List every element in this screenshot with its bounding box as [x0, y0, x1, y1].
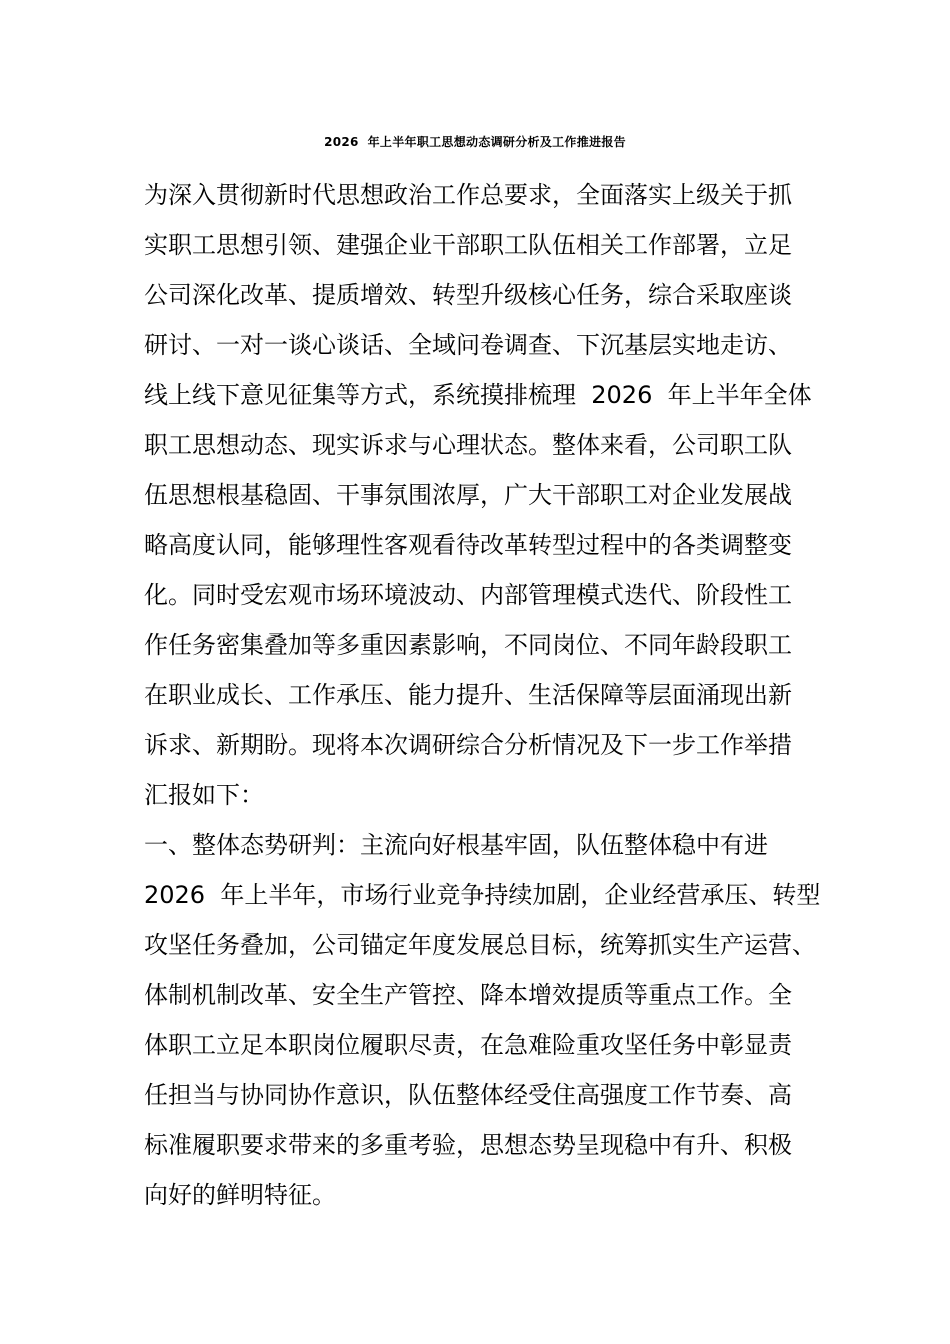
body-line: 略高度认同，能够理性客观看待改革转型过程中的各类调整变	[144, 531, 792, 559]
body-line: 职工思想动态、现实诉求与心理状态。整体来看，公司职工队	[144, 431, 792, 459]
body-line: 作任务密集叠加等多重因素影响，不同岗位、不同年龄段职工	[144, 631, 792, 659]
body-line: 诉求、新期盼。现将本次调研综合分析情况及下一步工作举措	[144, 731, 792, 759]
body-line: 体制机制改革、安全生产管控、降本增效提质等重点工作。全	[144, 981, 792, 1009]
body-line: 公司深化改革、提质增效、转型升级核心任务，综合采取座谈	[144, 281, 792, 309]
body-line: 实职工思想引领、建强企业干部职工队伍相关工作部署，立足	[144, 231, 792, 259]
body-line: 在职业成长、工作承压、能力提升、生活保障等层面涌现出新	[144, 681, 792, 709]
body-line: 为深入贯彻新时代思想政治工作总要求，全面落实上级关于抓	[144, 181, 792, 209]
document-title: 2026 年上半年职工思想动态调研分析及工作推进报告	[324, 135, 626, 149]
body-line: 化。同时受宏观市场环境波动、内部管理模式迭代、阶段性工	[144, 581, 792, 609]
body-line: 汇报如下：	[144, 781, 264, 809]
body-line: 体职工立足本职岗位履职尽责，在急难险重攻坚任务中彰显责	[144, 1031, 792, 1059]
section-heading: 一、整体态势研判：主流向好根基牢固，队伍整体稳中有进	[144, 831, 768, 859]
body-line: 线上线下意见征集等方式，系统摸排梳理 2026 年上半年全体	[144, 381, 812, 409]
body-line: 研讨、一对一谈心谈话、全域问卷调查、下沉基层实地走访、	[144, 331, 792, 359]
body-line: 标准履职要求带来的多重考验，思想态势呈现稳中有升、积极	[144, 1131, 792, 1159]
body-line: 向好的鲜明特征。	[144, 1181, 336, 1209]
body-line: 伍思想根基稳固、干事氛围浓厚，广大干部职工对企业发展战	[144, 481, 792, 509]
body-line: 2026 年上半年，市场行业竞争持续加剧，企业经营承压、转型	[144, 881, 821, 909]
body-line: 攻坚任务叠加，公司锚定年度发展总目标，统筹抓实生产运营、	[144, 931, 816, 959]
body-line: 任担当与协同协作意识，队伍整体经受住高强度工作节奏、高	[144, 1081, 792, 1109]
